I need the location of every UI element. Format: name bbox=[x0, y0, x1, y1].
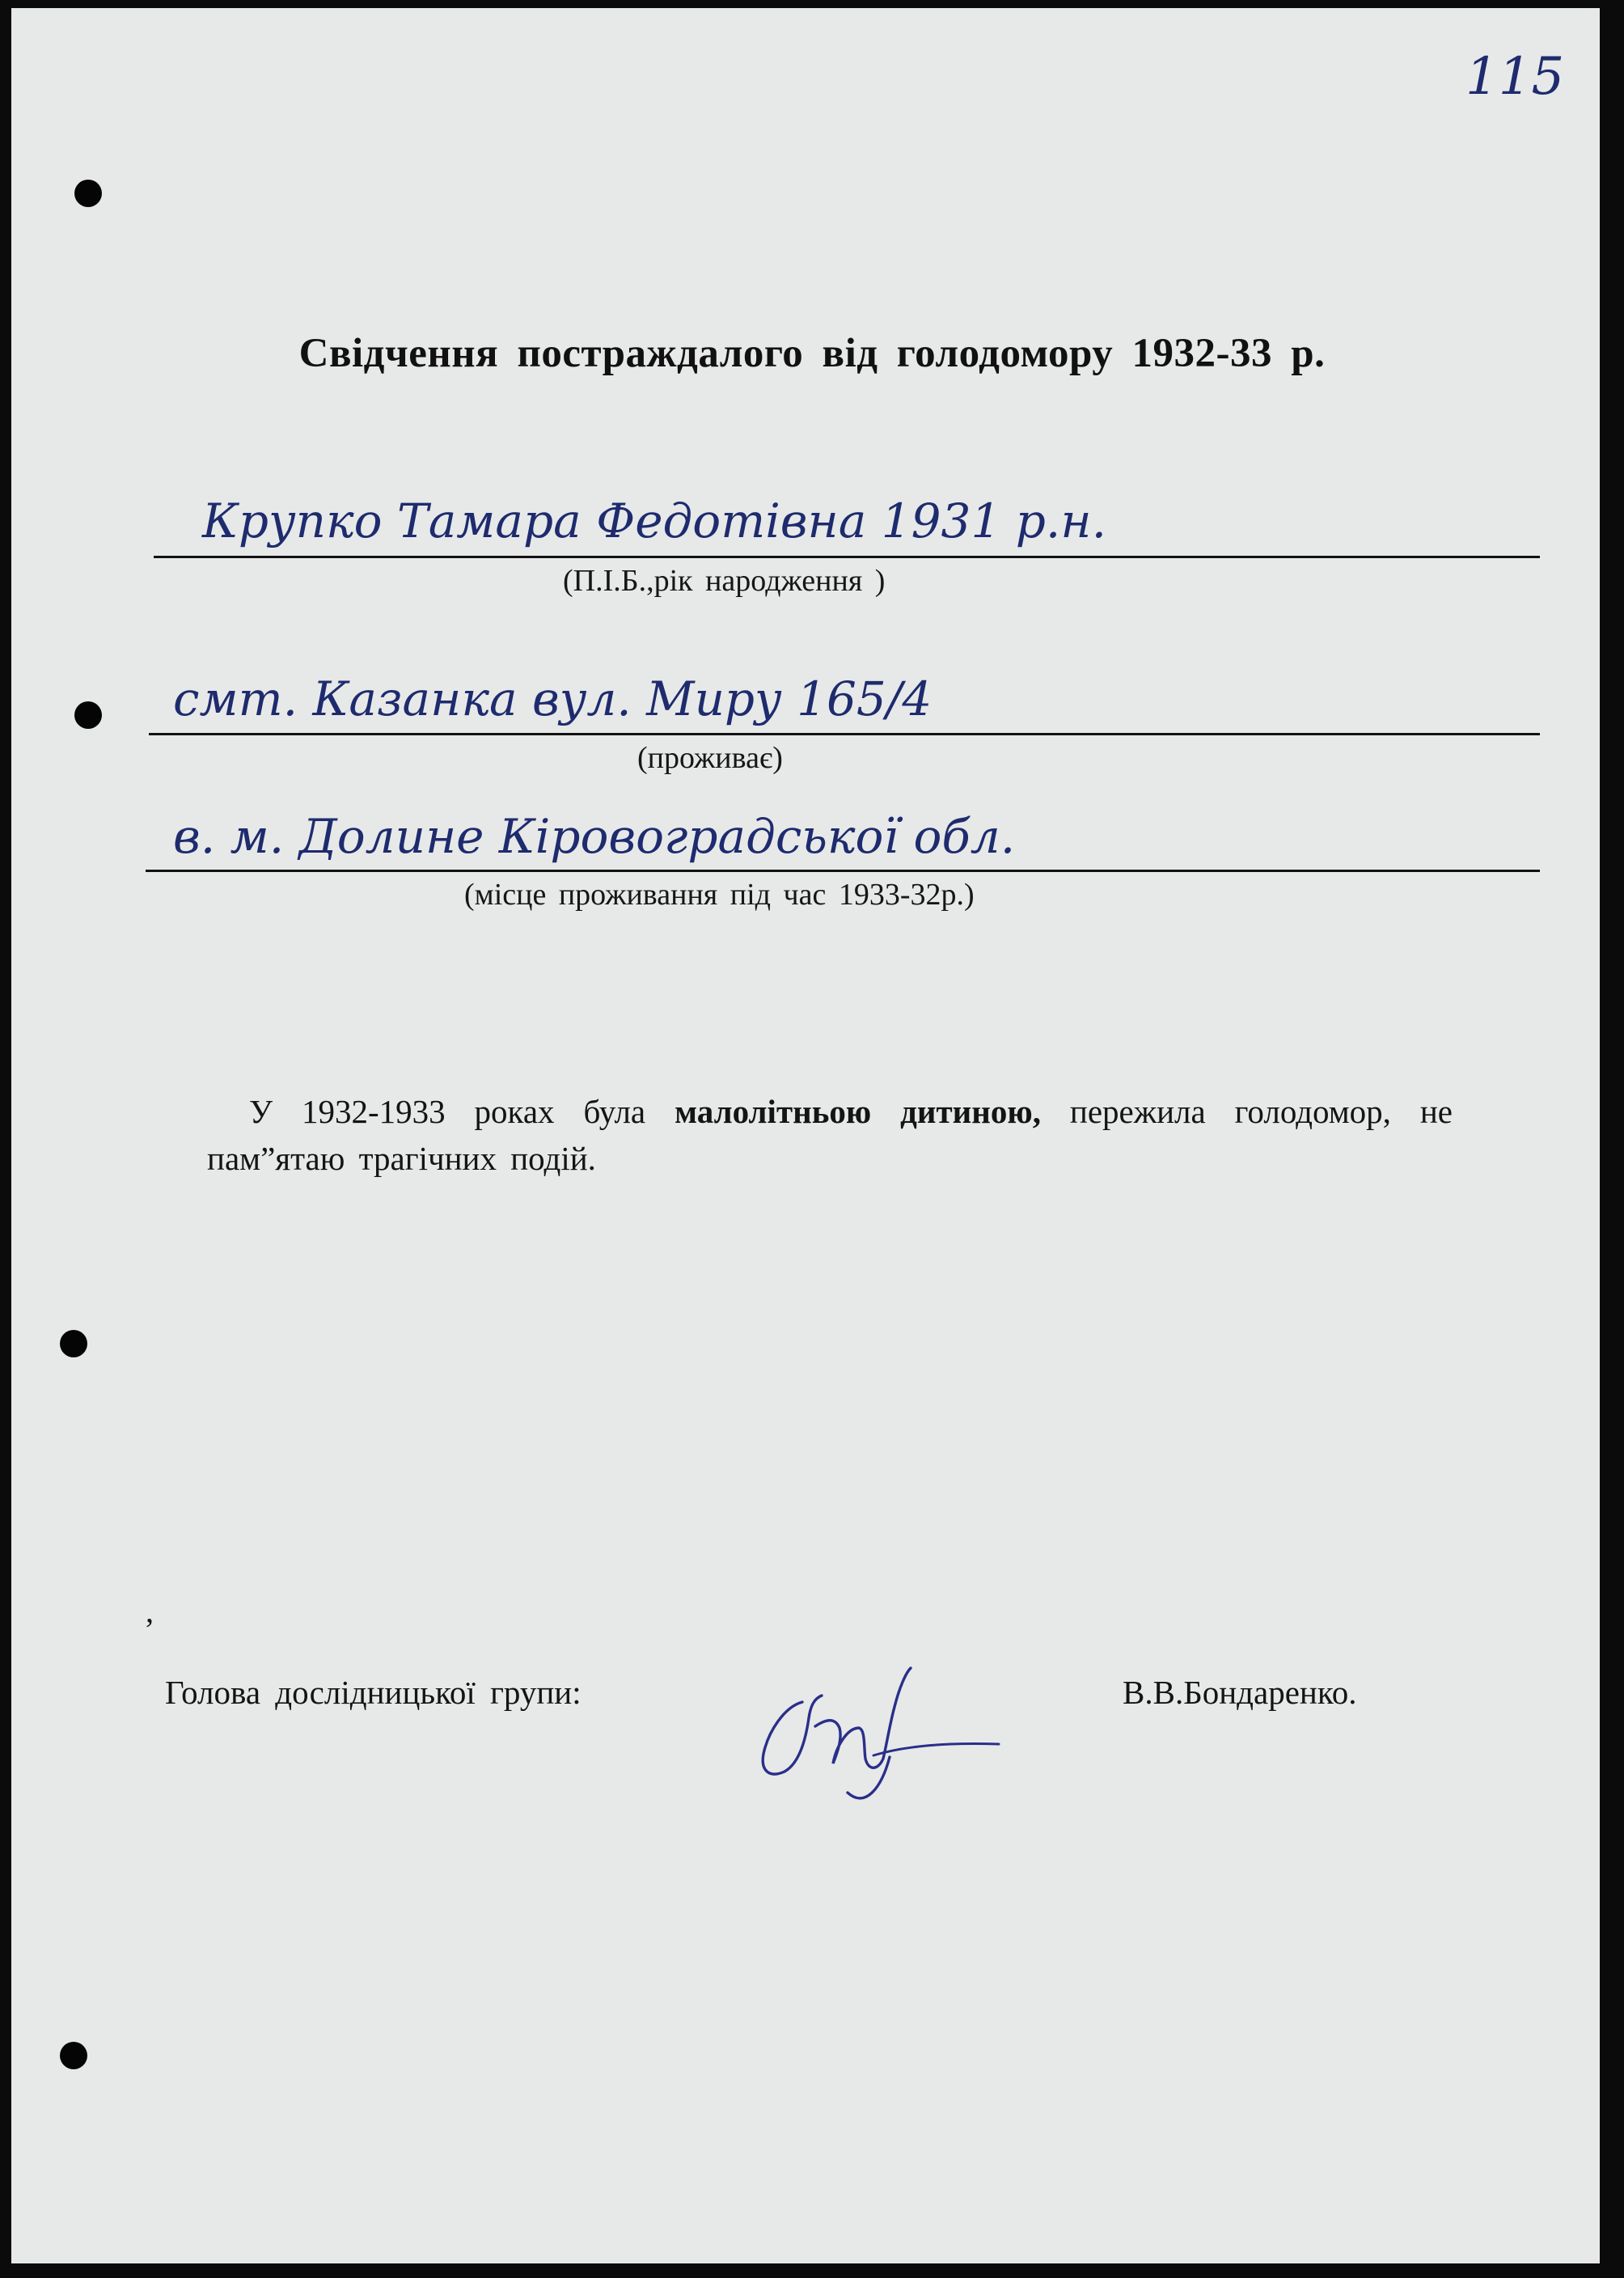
signatory-role: Голова дослідницької групи: bbox=[165, 1674, 582, 1711]
document-title: Свідчення постраждалого від голодомору 1932-33 р. bbox=[298, 331, 1326, 376]
punch-hole bbox=[74, 180, 102, 207]
handwritten-residence: смт. Казанка вул. Миру 165/4 bbox=[173, 671, 933, 726]
famine-residence-underline bbox=[146, 870, 1540, 872]
punch-hole bbox=[74, 701, 102, 729]
archive-page-number: 115 bbox=[1465, 47, 1565, 107]
handwritten-famine-residence: в. м. Долине Кіровоградської обл. bbox=[173, 809, 1016, 864]
signatory-name: В.В.Бондаренко. bbox=[1123, 1674, 1357, 1711]
handwritten-name: Крупко Тамара Федотівна 1931 р.н. bbox=[202, 493, 1107, 548]
statement-part-1: У 1932-1933 роках була bbox=[249, 1093, 675, 1130]
name-underline bbox=[154, 556, 1540, 558]
handwritten-signature bbox=[752, 1650, 1011, 1812]
stray-mark: , bbox=[146, 1593, 154, 1629]
name-caption: (П.І.Б.,рік народження ) bbox=[563, 564, 886, 598]
residence-caption: (проживає) bbox=[637, 741, 783, 775]
punch-hole bbox=[60, 1330, 87, 1357]
statement-emphasis: малолітньою дитиною, bbox=[675, 1093, 1041, 1130]
famine-residence-caption: (місце проживання під час 1933-32р.) bbox=[464, 878, 975, 912]
punch-hole bbox=[60, 2042, 87, 2069]
statement-part-2: пережила голодомор, не пам”ятаю трагічних подій. bbox=[207, 1093, 1453, 1177]
residence-underline bbox=[149, 733, 1540, 735]
testimony-statement bbox=[207, 1088, 1453, 1182]
